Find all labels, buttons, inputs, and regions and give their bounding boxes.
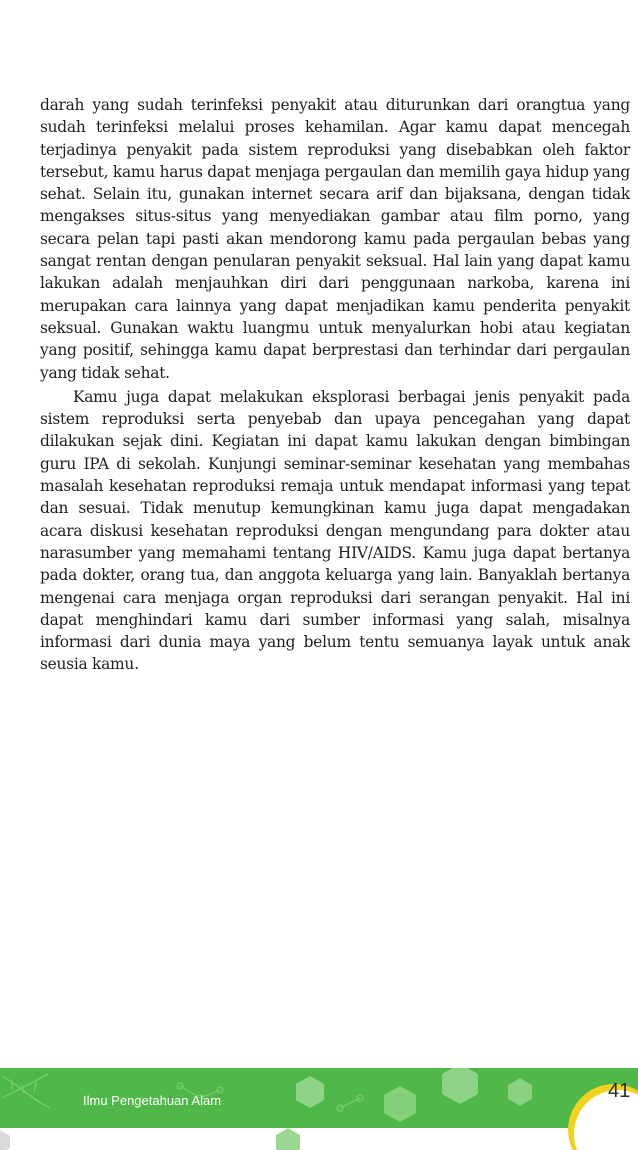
paragraph-2: Kamu juga dapat melakukan eksplorasi berbagai jenis penyakit pada sistem reproduksi serta penyebab dan upaya pencegahan yang dapat dilakukan sejak dini. Kegiatan ini dapat kamu lakukan dengan bimbingan guru IPA di sekolah. Kunjungi seminar-seminar kesehatan yang membahas masalah kesehatan reproduksi remaja untuk mendapat informasi yang tepat dan sesuai. Tidak menutup kemungkinan kamu juga dapat mengadakan acara diskusi kesehatan reproduksi dengan mengundang para dokter atau narasumber yang memahami tentang HIV/AIDS. Kamu juga dapat bertanya pada dokter, orang tua, dan anggota keluarga yang lain. Banyaklah bertanya mengenai cara menjaga organ reproduksi dari serangan penyakit. Hal ini dapat menghindari kamu dari sumber informasi yang salah, misalnya informasi dari dunia maya yang belum tentu semuanya layak untuk anak seusia kamu. — [40, 387, 630, 674]
footer-band — [0, 1068, 638, 1150]
page-body — [40, 94, 630, 676]
page-footer — [0, 1068, 638, 1150]
page-number: 41 — [608, 1080, 631, 1102]
book-title: Ilmu Pengetahuan Alam — [83, 1093, 222, 1108]
paragraph-1: darah yang sudah terinfeksi penyakit atau diturunkan dari orangtua yang sudah terinfeksi melalui proses kehamilan. Agar kamu dapat mencegah terjadinya penyakit pada sistem reproduksi yang disebabkan oleh faktor tersebut, kamu harus dapat menjaga pergaulan dan memilih gaya hidup yang sehat. Selain itu, gunakan internet secara arif dan bijaksana, dengan tidak mengakses situs-situs yang menyediakan gambar atau film porno, yang secara pelan tapi pasti akan mendorong kamu pada pergaulan bebas yang sangat rentan dengan penularan penyakit seksual. Hal lain yang dapat kamu lakukan adalah menjauhkan diri dari penggunaan narkoba, karena ini merupakan cara lainnya yang dapat menjadikan kamu penderita penyakit seksual. Gunakan waktu luangmu untuk menyalurkan hobi atau kegiatan yang positif, sehingga kamu dapat berprestasi dan terhindar dari pergaulan yang tidak sehat. — [40, 96, 630, 382]
